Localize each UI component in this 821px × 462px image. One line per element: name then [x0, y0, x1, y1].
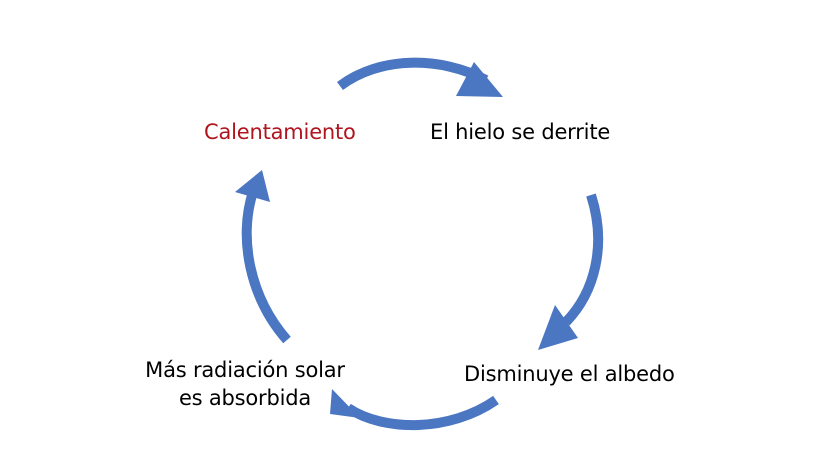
node-hielo-se-derrite: El hielo se derrite — [430, 120, 611, 144]
arrow-calentamiento-to-hielo — [340, 62, 503, 97]
node-mas-radiacion-line2: es absorbida — [178, 386, 312, 410]
arrow-right-shaft — [566, 195, 598, 322]
node-calentamiento: Calentamiento — [204, 120, 356, 144]
arrow-hielo-to-albedo — [538, 195, 598, 350]
arrow-left-shaft — [247, 192, 287, 340]
arrow-bottom-shaft — [348, 400, 496, 425]
node-mas-radiacion-line1: Más radiación solar — [145, 358, 345, 382]
node-disminuye-albedo: Disminuye el albedo — [464, 362, 675, 386]
arrow-radiacion-to-calentamiento — [235, 170, 287, 340]
node-mas-radiacion — [130, 356, 360, 412]
